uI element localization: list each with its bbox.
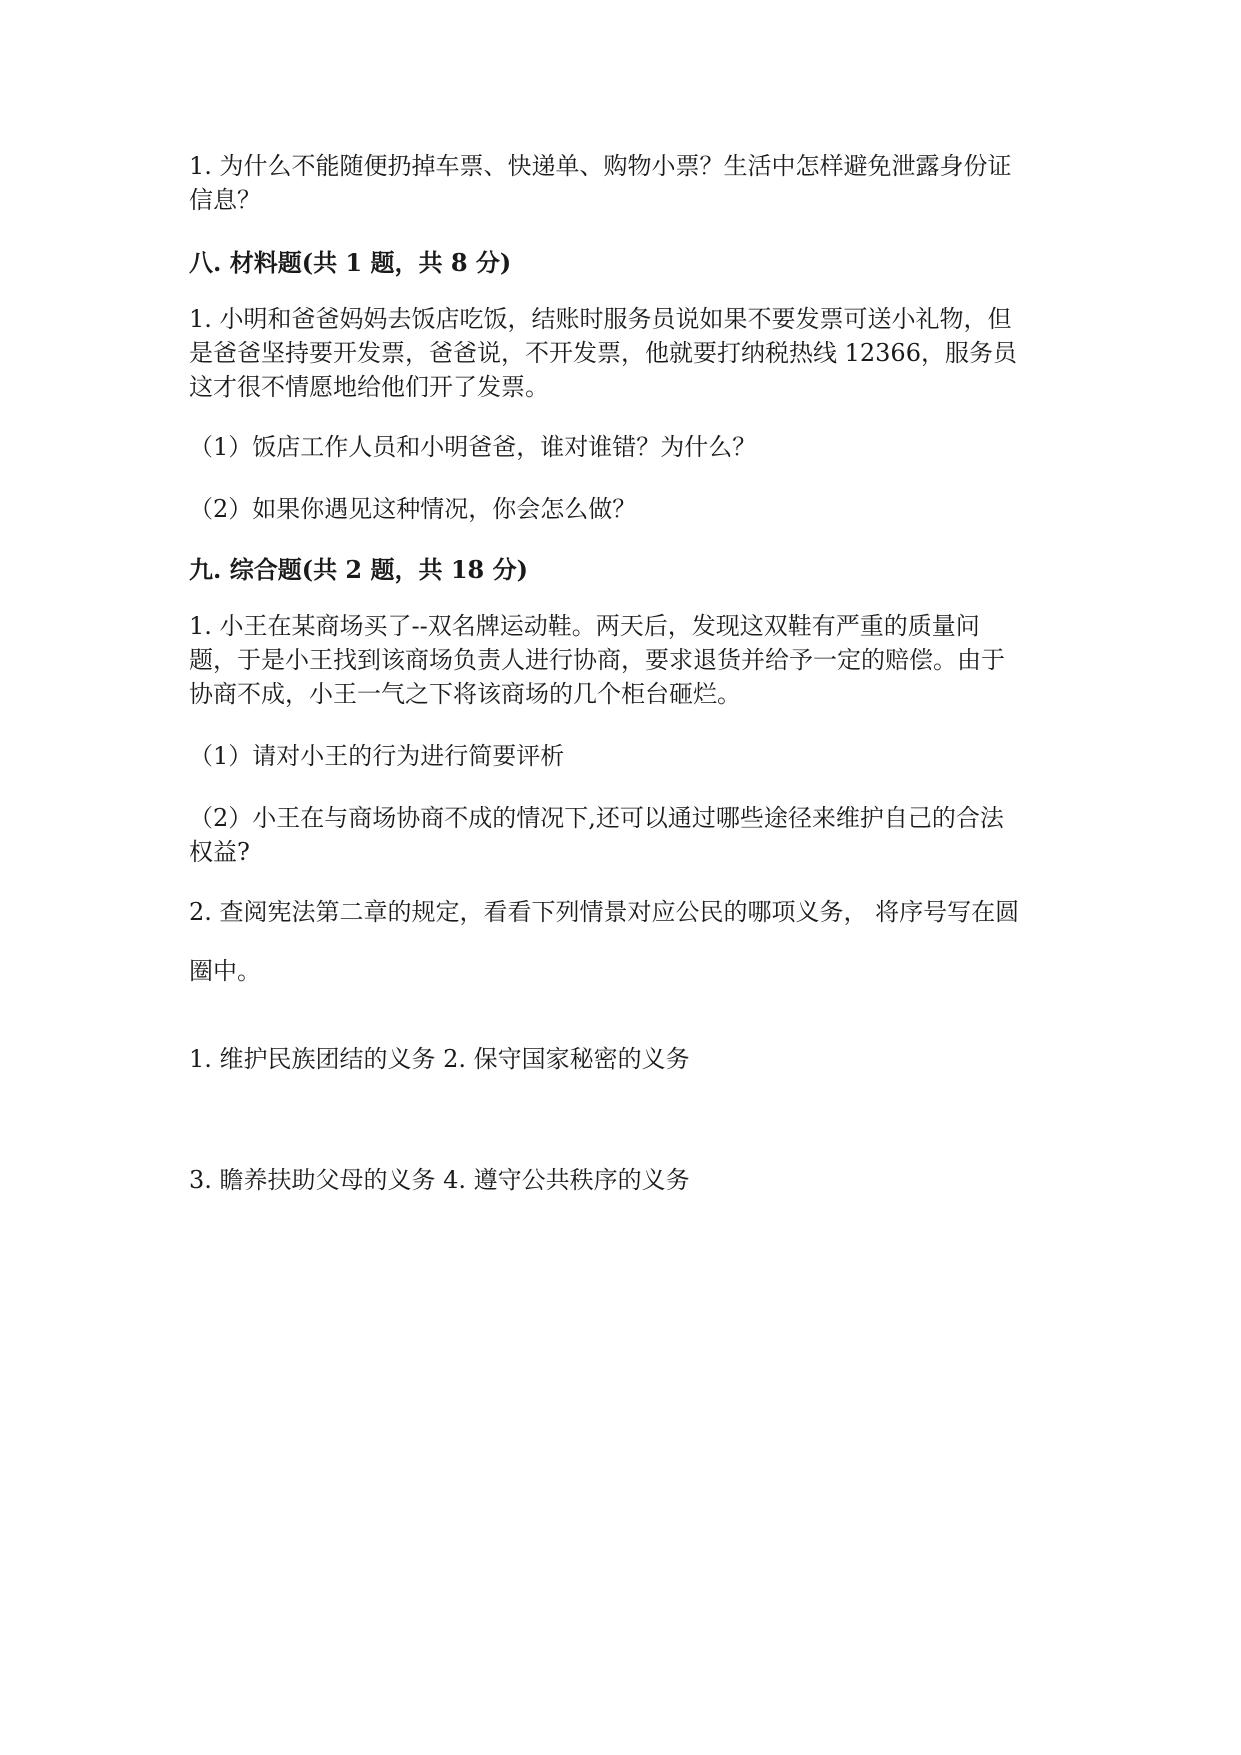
section-heading: 九. 综合题(共 2 题，共 18 分) xyxy=(189,555,528,584)
question-text: 2. 查阅宪法第二章的规定，看看下列情景对应公民的哪项义务， 将序号写在圆 xyxy=(189,898,1020,926)
sub-question: （2）如果你遇见这种情况，你会怎么做？ xyxy=(189,495,637,523)
options-list: 3. 瞻养扶助父母的义务 4. 遵守公共秩序的义务 xyxy=(189,1166,690,1194)
question-text: 圈中。 xyxy=(189,957,261,985)
question-text: 这才很不情愿地给他们开了发票。 xyxy=(189,373,549,401)
sub-question: （1）请对小王的行为进行简要评析 xyxy=(189,742,565,770)
question-text: 协商不成，小王一气之下将该商场的几个柜台砸烂。 xyxy=(189,680,741,708)
sub-question: （2）小王在与商场协商不成的情况下,还可以通过哪些途径来维护自己的合法 xyxy=(189,804,1004,832)
question-text: 1. 为什么不能随便扔掉车票、快递单、购物小票？生活中怎样避免泄露身份证 xyxy=(189,152,1012,180)
question-text: 1. 小明和爸爸妈妈去饭店吃饭，结账时服务员说如果不要发票可送小礼物，但 xyxy=(189,305,1012,333)
question-text: 是爸爸坚持要开发票，爸爸说，不开发票，他就要打纳税热线 12366，服务员 xyxy=(189,339,1017,367)
question-text: 信息？ xyxy=(189,186,261,214)
options-list: 1. 维护民族团结的义务 2. 保守国家秘密的义务 xyxy=(189,1045,690,1073)
question-text: 1. 小王在某商场买了--双名牌运动鞋。两天后，发现这双鞋有严重的质量问 xyxy=(189,612,980,640)
question-text: 题，于是小王找到该商场负责人进行协商，要求退货并给予一定的赔偿。由于 xyxy=(189,646,1005,674)
section-heading: 八. 材料题(共 1 题，共 8 分) xyxy=(189,248,512,277)
sub-question: （1）饭店工作人员和小明爸爸，谁对谁错？为什么？ xyxy=(189,433,757,461)
sub-question: 权益? xyxy=(189,838,250,866)
